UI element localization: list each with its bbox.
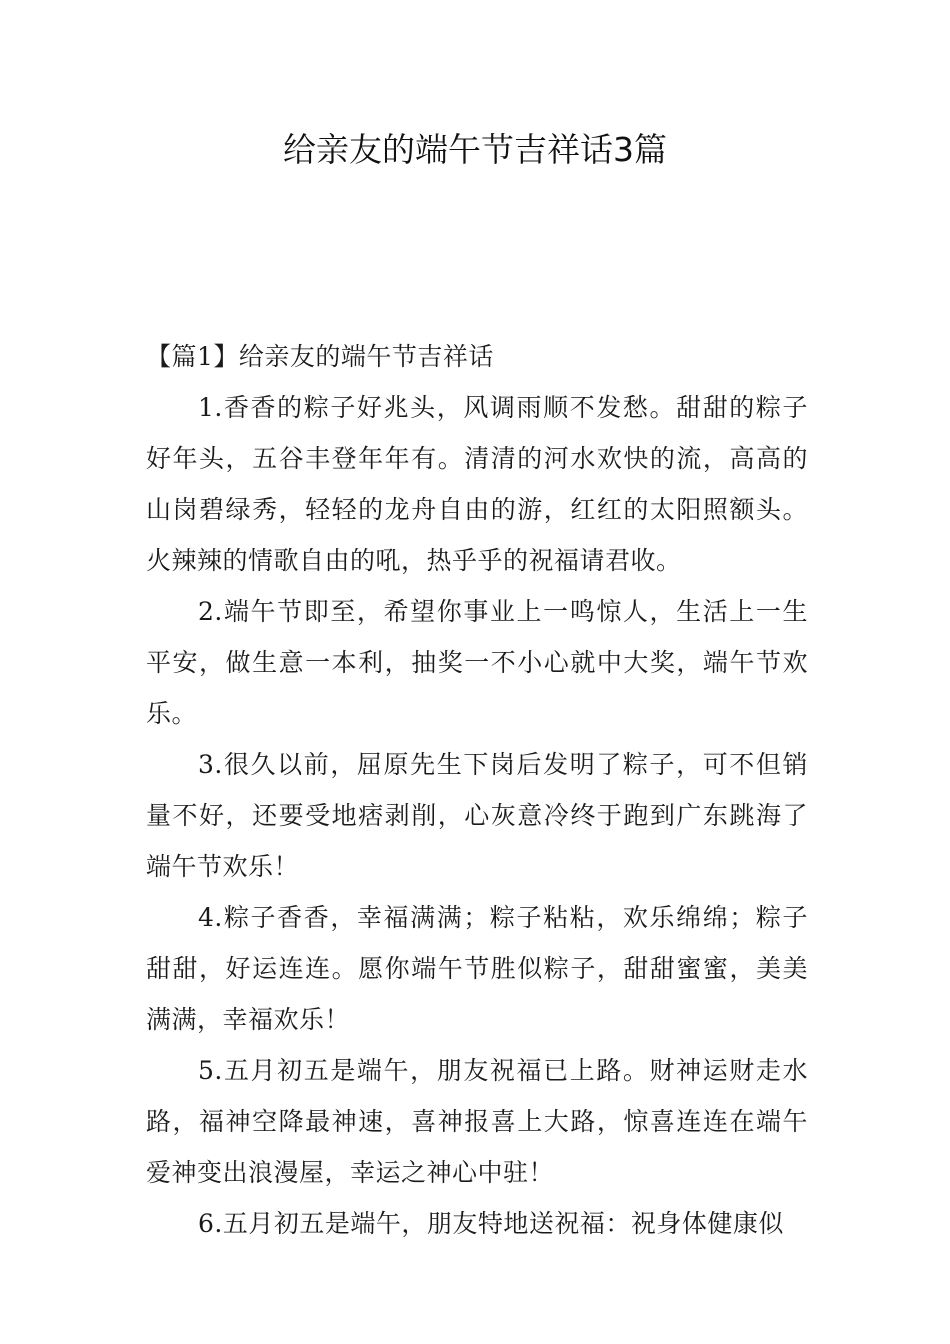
document-body (146, 331, 808, 1249)
document-title: 给亲友的端午节吉祥话3篇 (283, 130, 667, 169)
paragraph-3: 3.很久以前，屈原先生下岗后发明了粽子，可不但销量不好，还要受地痞剥削，心灰意冷终于跑到广东跳海了端午节欢乐！ (146, 750, 808, 881)
section-heading: 【篇1】给亲友的端午节吉祥话 (146, 342, 494, 371)
paragraph-2: 2.端午节即至，希望你事业上一鸣惊人，生活上一生平安，做生意一本利，抽奖一不小心就中大奖，端午节欢乐。 (146, 597, 808, 728)
paragraph-4: 4.粽子香香，幸福满满；粽子粘粘，欢乐绵绵；粽子甜甜，好运连连。愿你端午节胜似粽子，甜甜蜜蜜，美美满满，幸福欢乐！ (146, 903, 808, 1034)
paragraph-5: 5.五月初五是端午，朋友祝福已上路。财神运财走水路，福神空降最神速，喜神报喜上大路，惊喜连连在端午爱神变出浪漫屋，幸运之神心中驻！ (146, 1056, 808, 1187)
paragraph-1: 1.香香的粽子好兆头，风调雨顺不发愁。甜甜的粽子好年头，五谷丰登年年有。清清的河水欢快的流，高高的山岗碧绿秀，轻轻的龙舟自由的游，红红的太阳照额头。火辣辣的情歌自由的吼，热乎乎的祝福请君收。 (146, 393, 808, 575)
paragraph-6: 6.五月初五是端午，朋友特地送祝福：祝身体健康似 (198, 1209, 784, 1238)
